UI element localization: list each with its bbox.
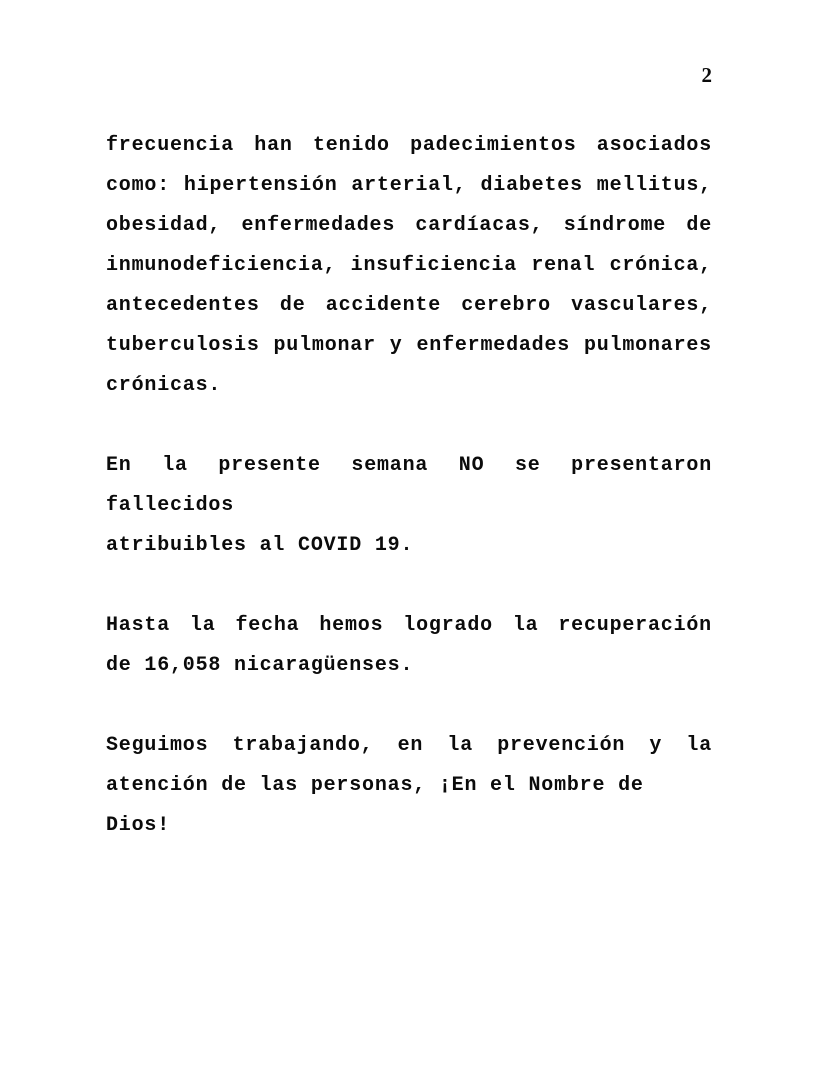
- text-line: obesidad, enfermedades cardíacas, síndrome de: [106, 214, 712, 237]
- text-line: Hasta la fecha hemos logrado la recuperación: [106, 614, 712, 637]
- text-line: tuberculosis pulmonar y enfermedades pulmonares: [106, 334, 712, 357]
- document-body: [106, 126, 712, 886]
- text-line: antecedentes de accidente cerebro vasculares,: [106, 294, 712, 317]
- page-number: 2: [701, 63, 712, 87]
- paragraph-comorbidities: [106, 126, 712, 406]
- text-line: de 16,058 nicaragüenses.: [106, 654, 414, 677]
- text-line: inmunodeficiencia, insuficiencia renal crónica,: [106, 254, 712, 277]
- paragraph-deaths: [106, 446, 712, 566]
- paragraph-closing: [106, 726, 712, 846]
- text-line: como: hipertensión arterial, diabetes mellitus,: [106, 174, 712, 197]
- text-line: atención de las personas, ¡En el Nombre de Dios!: [106, 774, 644, 837]
- text-line: atribuibles al COVID 19.: [106, 534, 414, 557]
- text-line: frecuencia han tenido padecimientos asociados: [106, 134, 712, 157]
- text-line: Seguimos trabajando, en la prevención y la: [106, 734, 712, 757]
- text-line: En la presente semana NO se presentaron fallecidos: [106, 454, 712, 517]
- text-line: crónicas.: [106, 374, 222, 397]
- paragraph-recoveries: [106, 606, 712, 686]
